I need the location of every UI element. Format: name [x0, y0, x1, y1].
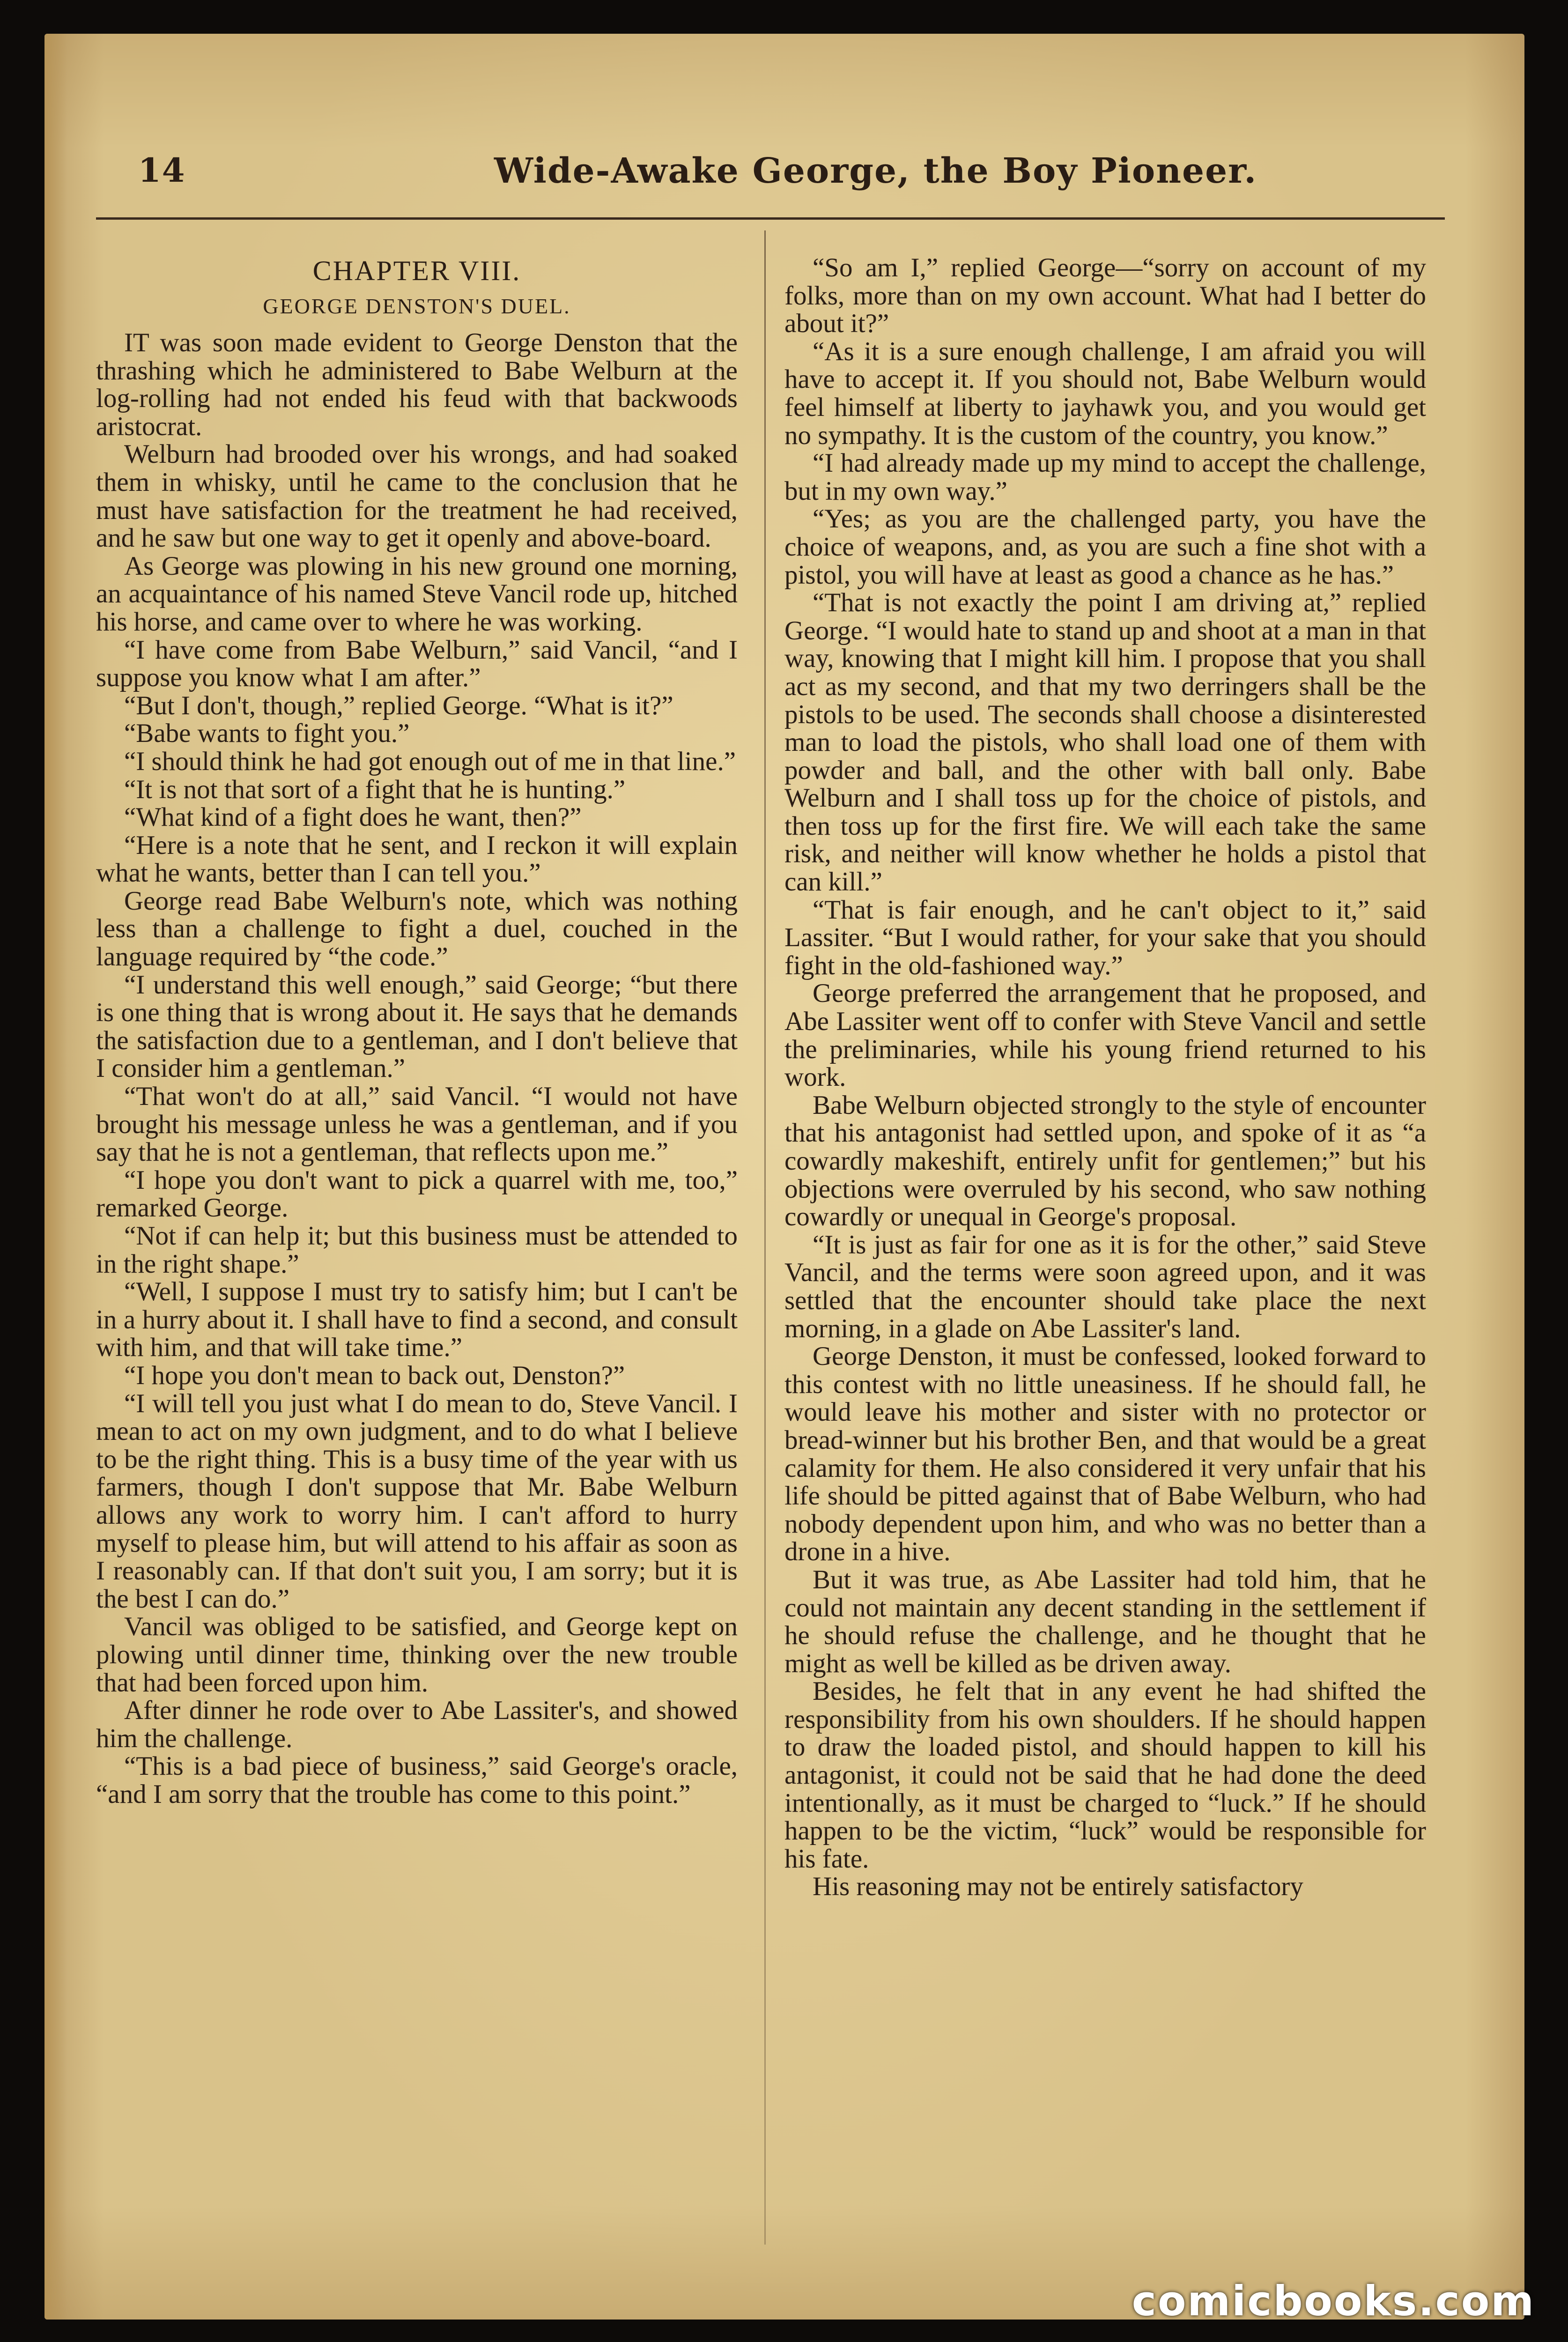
paragraph: “Here is a note that he sent, and I reckon it will explain what he wants, better than I can tell you.”: [96, 830, 738, 888]
paragraph: As George was plowing in his new ground one morning, an acquaintance of his named Steve Vancil rode up, hitched his horse, and came over to where he was working.: [96, 551, 738, 637]
paragraph: But it was true, as Abe Lassiter had told him, that he could not maintain any decent standing in the settlement if he should refuse the challenge, and he thought that he might as well be killed as be driven away.: [784, 1564, 1426, 1678]
magazine-page: [44, 34, 1524, 2320]
paragraph: After dinner he rode over to Abe Lassiter's, and showed him the challenge.: [96, 1696, 738, 1753]
paragraph: “I had already made up my mind to accept the challenge, but in my own way.”: [784, 448, 1426, 506]
paragraph: Vancil was obliged to be satisfied, and George kept on plowing until dinner time, thinking over the new trouble that had been forced upon him.: [96, 1612, 738, 1697]
paragraph: George read Babe Welburn's note, which was nothing less than a challenge to fight a duel, couched in the language required by “the code.”: [96, 886, 738, 972]
paragraph: “Well, I suppose I must try to satisfy him; but I can't be in a hurry about it. I shall have to find a second, and consult with him, and that will take time.”: [96, 1277, 738, 1363]
paragraph: Welburn had brooded over his wrongs, and had soaked them in whisky, until he came to the conclusion that he must have satisfaction for the treatment he had received, and he saw but one way to get it openly and above-board.: [96, 439, 738, 553]
paragraph: “What kind of a fight does he want, then?”: [124, 802, 582, 832]
header-rule: [96, 217, 1445, 220]
paragraph: “It is just as fair for one as it is for the other,” said Steve Vancil, and the terms were soon agreed upon, and it was settled that the encounter should take place the next morning, in a glade on Abe Lassiter's land.: [784, 1230, 1426, 1343]
watermark: comicbooks.com: [1132, 2277, 1535, 2325]
paragraph: “I have come from Babe Welburn,” said Vancil, “and I suppose you know what I am after.”: [96, 635, 738, 693]
page-number: 14: [138, 151, 186, 190]
paragraph: “Not if can help it; but this business must be attended to in the right shape.”: [96, 1221, 738, 1279]
right-column: [784, 254, 1426, 1901]
paragraph: “I will tell you just what I do mean to do, Steve Vancil. I mean to act on my own judgment, and to do what I believe to be the right thing. This is a busy time of the year with us farmers, though I don't suppose that Mr. Babe Welburn allows any work to worry him. I can't afford to hurry myself to please him, but will attend to his affair as soon as I reasonably can. If that don't suit you, I am sorry; but it is the best I can do.”: [96, 1388, 738, 1614]
chapter-title: CHAPTER VIII.: [312, 255, 521, 286]
paragraph: “That won't do at all,” said Vancil. “I would not have brought his message unless he was a gentleman, and if you say that he is not a gentleman, that reflects upon me.”: [96, 1082, 738, 1167]
column-divider: [764, 230, 766, 2245]
page-edge-shading: [44, 34, 67, 2320]
paragraph: Babe Welburn objected strongly to the style of encounter that his antagonist had settled upon, and spoke of it as “a cowardly makeshift, entirely unfit for gentlemen;” but his objections were overruled by his second, who saw nothing cowardly or unequal in George's proposal.: [784, 1090, 1426, 1232]
paragraph: “I understand this well enough,” said George; “but there is one thing that is wrong about it. He says that he demands the satisfaction due to a gentleman, and I don't believe that I consider him a gentleman.”: [96, 970, 738, 1083]
page-header: [138, 151, 1459, 212]
paragraph: “I should think he had got enough out of me in that line.”: [124, 746, 736, 776]
paragraph: “But I don't, though,” replied George. “What is it?”: [124, 690, 673, 720]
paragraph: George preferred the arrangement that he proposed, and Abe Lassiter went off to confer with Steve Vancil and settle the preliminaries, while his young friend returned to his work.: [784, 978, 1426, 1092]
paragraph: “I hope you don't want to pick a quarrel with me, too,” remarked George.: [96, 1165, 738, 1223]
paragraph: George Denston, it must be confessed, looked forward to this contest with no little uneasiness. If he should fall, he would leave his mother and sister with no protector or bread-winner but his brother Ben, and that would be a great calamity for them. He also considered it very unfair that his life should be pitted against that of Babe Welburn, who had nobody dependent upon him, and who was no better than a drone in a hive.: [784, 1341, 1426, 1567]
running-title: Wide-Awake George, the Boy Pioneer.: [494, 151, 1257, 191]
left-column: [96, 254, 738, 1808]
chapter-subtitle: GEORGE DENSTON'S DUEL.: [263, 294, 571, 318]
paragraph: “Babe wants to fight you.”: [124, 719, 410, 749]
paragraph: “So am I,” replied George—“sorry on account of my folks, more than on my own account. What had I better do about it?”: [784, 253, 1426, 339]
paragraph: Besides, he felt that in any event he had shifted the responsibility from his own shoulders. If he should happen to draw the loaded pistol, and should happen to kill his antagonist, it could not be said that he had done the deed intentionally, as it must be charged to “luck.” If he should happen to be the victim, “luck” would be responsible for his fate.: [784, 1676, 1426, 1874]
paragraph: “As it is a sure enough challenge, I am afraid you will have to accept it. If you should not, Babe Welburn would feel himself at liberty to jayhawk you, and you would get no sympathy. It is the custom of the country, you know.”: [784, 336, 1426, 450]
paragraph: “That is not exactly the point I am driving at,” replied George. “I would hate to stand up and shoot at a man in that way, knowing that I might kill him. I propose that you shall act as my second, and that my two derringers shall be the pistols to be used. The seconds shall choose a disinterested man to load the pistols, who shall load one of them with powder and ball, and the other with ball only. Babe Welburn and I shall toss up for the choice of pistols, and then toss up for the first fire. We will each take the same risk, and neither will know whether he holds a pistol that can kill.”: [784, 588, 1426, 897]
paragraph: IT was soon made evident to George Denston that the thrashing which he administered to Babe Welburn at the log-rolling had not ended his feud with that backwoods aristocrat.: [96, 328, 738, 441]
paragraph: “I hope you don't mean to back out, Denston?”: [124, 1360, 625, 1390]
paragraph: “It is not that sort of a fight that he is hunting.”: [124, 774, 626, 804]
paragraph: His reasoning may not be entirely satisfactory: [813, 1872, 1303, 1902]
paragraph: “That is fair enough, and he can't object to it,” said Lassiter. “But I would rather, for your sake that you should fight in the old-fashioned way.”: [784, 895, 1426, 980]
paragraph: “Yes; as you are the challenged party, you have the choice of weapons, and, as you are such a fine shot with a pistol, you will have at least as good a chance as he has.”: [784, 504, 1426, 590]
paragraph: “This is a bad piece of business,” said George's oracle, “and I am sorry that the trouble has come to this point.”: [96, 1751, 738, 1809]
